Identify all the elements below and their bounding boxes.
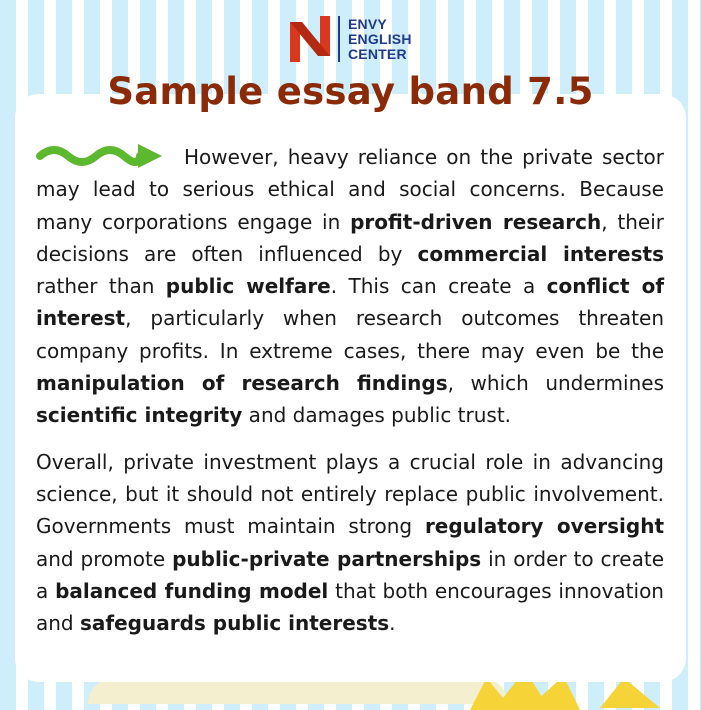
key-phrase: balanced funding model xyxy=(55,578,329,603)
key-phrase: public welfare xyxy=(165,274,331,299)
key-phrase: scientific integrity xyxy=(36,403,243,428)
brand-name xyxy=(348,17,412,62)
paragraph-text: . This can create a xyxy=(330,274,547,299)
paragraph-text: , which undermines xyxy=(447,371,664,396)
brand-line: CENTER xyxy=(348,45,407,62)
paragraph-text: and damages public trust. xyxy=(242,403,512,428)
brand-line: ENVY xyxy=(348,15,387,32)
paragraph-text: However, heavy reliance on the private sector may lead to serious ethical and social concerns. Because many corporations engage in xyxy=(36,145,664,234)
essay-body xyxy=(36,141,664,639)
key-phrase: public-private partnerships xyxy=(172,546,482,571)
essay-paragraph xyxy=(36,141,664,432)
paragraph-text: . xyxy=(389,611,396,636)
key-phrase: regulatory oversight xyxy=(424,514,665,539)
paragraph-text: , their decisions are often influenced by xyxy=(36,209,664,266)
key-phrase: manipulation of research findings xyxy=(36,371,448,396)
paragraph-text: in order to create a xyxy=(36,546,665,603)
brand-line: ENGLISH xyxy=(348,30,412,47)
page-title: Sample essay band 7.5 xyxy=(107,70,594,113)
key-phrase: profit-driven research xyxy=(350,209,602,234)
logo-divider xyxy=(338,16,340,62)
key-phrase: safeguards public interests xyxy=(79,611,390,636)
paragraph-text: , particularly when research outcomes threaten company profits. In extreme cases, there may even be the xyxy=(36,306,664,363)
brand-logo xyxy=(290,14,412,64)
essay-paragraph xyxy=(36,446,664,640)
n-logo-icon xyxy=(290,16,330,62)
key-phrase: conflict of interest xyxy=(36,274,665,331)
paragraph-text: and promote xyxy=(36,546,173,571)
paragraph-text: Overall, private investment plays a crucial role in advancing science, but it should not entirely replace public involvement. Governments must maintain strong xyxy=(36,449,664,539)
paragraph-text: rather than xyxy=(36,274,166,299)
green-wave-arrow-icon xyxy=(36,142,164,170)
paragraph-text: that both encourages innovation and xyxy=(36,578,664,636)
key-phrase: commercial interests xyxy=(417,241,664,266)
